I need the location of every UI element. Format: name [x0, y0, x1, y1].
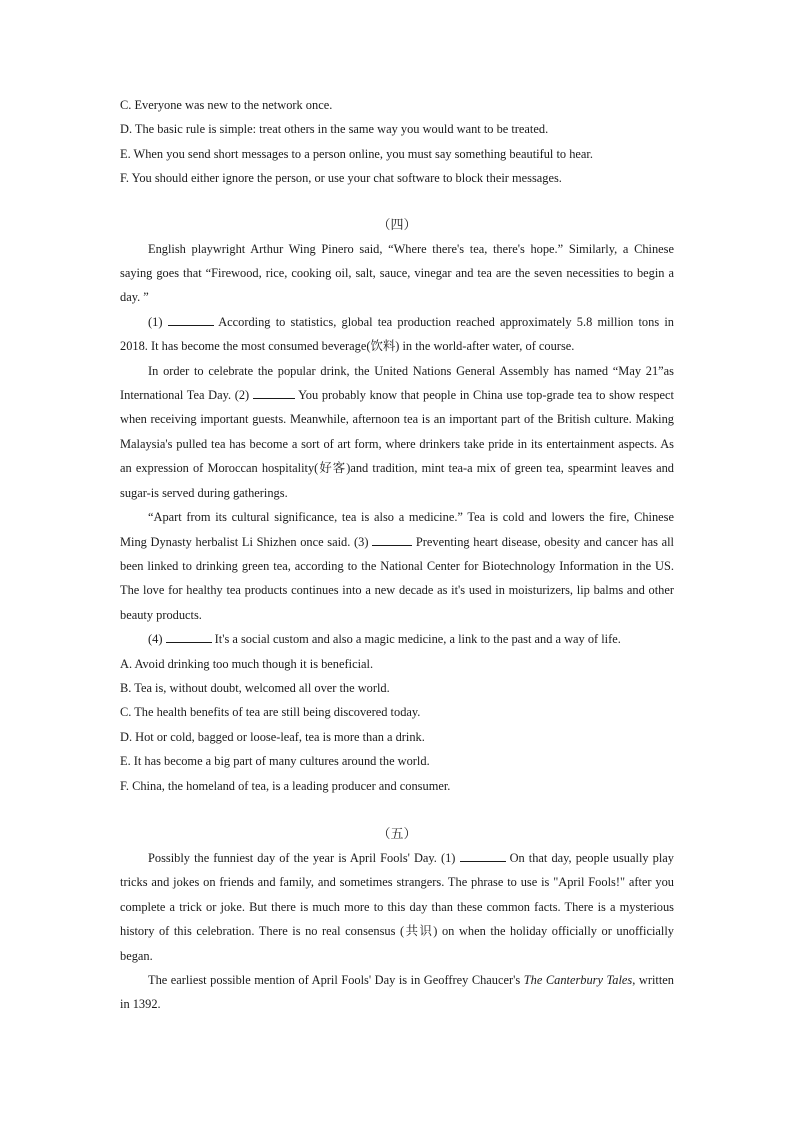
section-4-paragraph-4-post: Preventing heart disease, obesity and cancer has all been linked to drinking green tea, according to the National Center for Biotechnology Information in the US. The love for healthy tea products continues into a new decade as it's used in moisturizers, lip balms and other beauty products. [120, 534, 674, 622]
blank-1[interactable] [168, 313, 214, 326]
section-5-paragraph-1-pre: Possibly the funniest day of the year is April Fools' Day. (1) [148, 850, 456, 865]
option-e: E. When you send short messages to a person online, you must say something beautiful to hear. [120, 146, 593, 161]
section-4-paragraph-5-text: It's a social custom and also a magic medicine, a link to the past and a way of life. [214, 632, 621, 647]
section-5-paragraph-2 [120, 968, 674, 1017]
document-page [120, 93, 674, 1017]
section-4-paragraph-3 [120, 359, 674, 505]
section-5-paragraph-1-post: On that day, people usually play tricks and jokes on friends and family, and sometimes strangers. The phrase to use is "April Fools!" after you complete a trick or joke. But there is much more to this day than these common facts. There is a mysterious history of this celebration. There is no real consensus (共识) on when the holiday officially or unofficially began. [120, 850, 674, 963]
option-f: F. You should either ignore the person, or use your chat software to block their messages. [120, 171, 562, 186]
section-4-paragraph-3-post: You probably know that people in China use top-grade tea to show respect when receiving important guests. Meanwhile, afternoon tea is an important part of the British culture. Making Malaysia's pulled tea has become a sort of art form, where drinkers take pride in its entertainment aspects. As an expression of Moroccan hospitality(好客)and tradition, mint tea-a mix of green tea, spearmint leaves and sugar-is served during gatherings. [120, 388, 674, 500]
section-4-paragraph-4 [120, 505, 674, 627]
blank-5[interactable] [460, 849, 506, 862]
section-5-title: （五） [377, 825, 417, 841]
section-4-option-f: F. China, the homeland of tea, is a leading producer and consumer. [120, 778, 451, 793]
section-4-paragraph-3-pre: In order to celebrate the popular drink, the United Nations General Assembly has named “May 21”as International Tea Day. (2) [120, 363, 674, 403]
section-4-option-e: E. It has become a big part of many cultures around the world. [120, 754, 430, 769]
blank-2[interactable] [253, 386, 295, 399]
section-4-title: （四） [377, 216, 417, 232]
section-4-option-d: D. Hot or cold, bagged or loose-leaf, tea is more than a drink. [120, 729, 425, 744]
section-5-paragraph-2-pre: The earliest possible mention of April Fools' Day is in Geoffrey Chaucer's [148, 973, 521, 987]
book-title: The Canterbury Tales [523, 973, 633, 987]
section-4-option-b: B. Tea is, without doubt, welcomed all over the world. [120, 680, 390, 695]
section-4-paragraph-2 [120, 310, 674, 359]
section-4-paragraph-1: English playwright Arthur Wing Pinero said, “Where there's tea, there's hope.” Similarly, a Chinese saying goes that “Firewood, rice, cooking oil, salt, sauce, vinegar and tea are the seven necessities to begin a day. ” [120, 241, 674, 305]
blank-4[interactable] [166, 630, 212, 643]
section-4-option-a: A. Avoid drinking too much though it is beneficial. [120, 656, 374, 671]
option-d: D. The basic rule is simple: treat others in the same way you would want to be treated. [120, 122, 549, 137]
option-c: C. Everyone was new to the network once. [120, 98, 333, 112]
section-4-option-c: C. The health benefits of tea are still being discovered today. [120, 705, 421, 720]
section-4-paragraph-4-pre: “Apart from its cultural significance, tea is also a medicine.” Tea is cold and lowers the fire, Chinese Ming Dynasty herbalist Li Shizhen once said. (3) [120, 510, 674, 549]
section-4-paragraph-2-text: According to statistics, global tea production reached approximately 5.8 million tons in 2018. It has become the most consumed beverage(饮料) in the world-after water, of course. [120, 314, 674, 354]
blank-3[interactable] [372, 533, 412, 546]
blank-4-label: (4) [148, 632, 163, 647]
section-5-paragraph-1 [120, 846, 674, 968]
section-4-paragraph-5 [120, 627, 674, 651]
section-5-paragraph-2-post: , written in 1392. [120, 973, 675, 1012]
blank-1-label: (1) [148, 314, 163, 329]
